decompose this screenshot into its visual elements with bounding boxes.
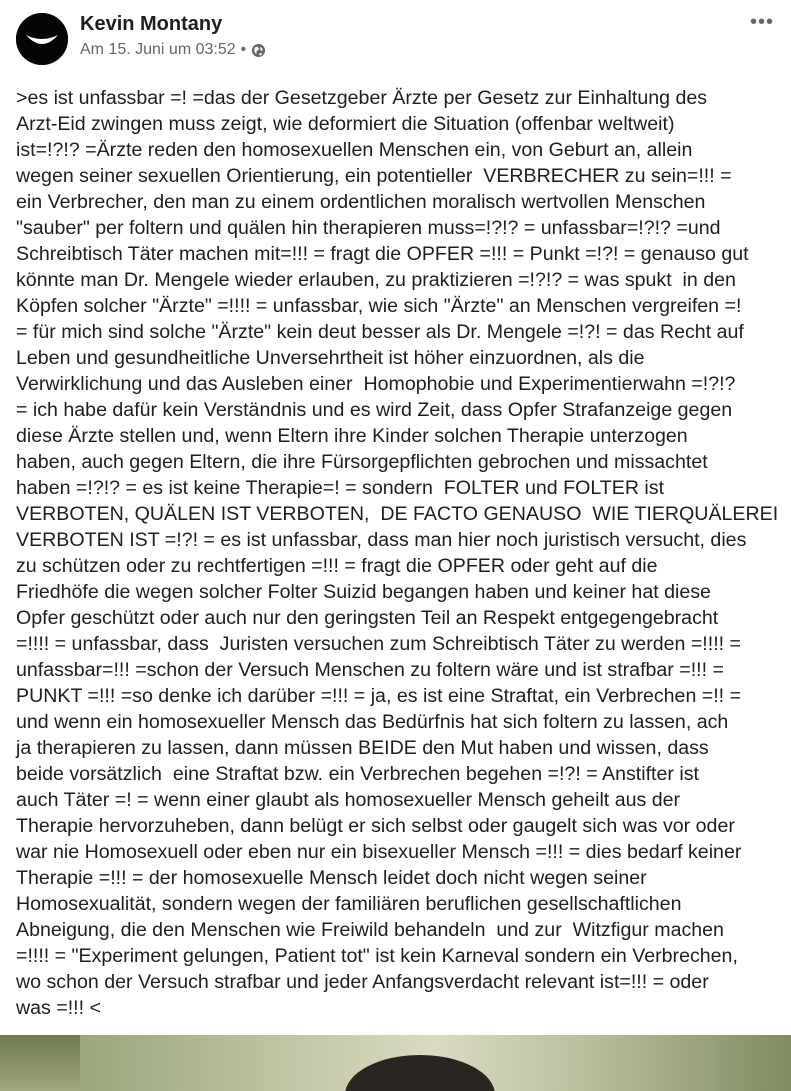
post-meta: [80, 40, 266, 60]
avatar[interactable]: [16, 13, 68, 65]
more-options-button[interactable]: •••: [749, 10, 774, 33]
author-name[interactable]: Kevin Montany: [80, 13, 223, 35]
post-image[interactable]: [0, 1035, 791, 1091]
meta-separator: •: [240, 41, 247, 58]
globe-icon[interactable]: [251, 43, 266, 58]
post-timestamp[interactable]: Am 15. Juni um 03:52: [80, 41, 236, 58]
image-person-head: [345, 1055, 495, 1091]
post-text: >es ist unfassbar =! =das der Gesetzgeber Ärzte per Gesetz zur Einhaltung des Arzt-Eid zwingen muss zeigt, wie deformiert die Situation (offenbar weltweit) ist=!?!? =Ärzte reden den homosexuellen Menschen ein, von Geburt an, allein wegen seiner sexuellen Orientierung, ein potentieller VERBRECHER zu sein=!!! = ein Verbrecher, den man zu einem ordentlichen moralisch wertvollen Menschen "sauber" per foltern und quälen hin therapieren muss=!?!? = unfassbar=!?!? =und Schreibtisch Täter machen mit=!!! = fragt die OPFER =!!! = Punkt =!?! = genauso gut könnte man Dr. Mengele wieder erlauben, zu praktizieren =!?!? = was spukt in den Köpfen solcher "Ärzte" =!!!! = unfassbar, wie sich "Ärzte" an Menschen vergreifen =! = für mich sind solche "Ärzte" kein deut besser als Dr. Mengele =!?! = das Recht auf Leben und gesundheitliche Unversehrtheit ist höher einzuordnen, als die Verwirklichung und das Ausleben einer Homophobie und Experimentierwahn =!?!? = ich habe dafür kein Verständnis und es wird Zeit, dass Opfer Strafanzeige gegen diese Ärzte stellen und, wenn Eltern ihre Kinder solchen Therapie unterzogen haben, auch gegen Eltern, die ihre Fürsorgepflichten gebrochen und missachtet haben =!?!? = es ist keine Therapie=! = sondern FOLTER und FOLTER ist VERBOTEN, QUÄLEN IST VERBOTEN, DE FACTO GENAUSO WIE TIERQUÄLEREI VERBOTEN IST =!?! = es ist unfassbar, dass man hier noch juristisch versucht, dies zu schützen oder zu rechtfertigen =!!! = fragt die OPFER oder geht auf die Friedhöfe die wegen solcher Folter Suizid begangen haben und keiner hat diese Opfer geschützt oder auch nur den geringsten Teil an Respekt entgegengebracht =!!!! = unfassbar, dass Juristen versuchen zum Schreibtisch Täter zu werden =!!!! = unfassbar=!!! =schon der Versuch Menschen zu foltern wäre und ist strafbar =!!! = PUNKT =!!! =so denke ich darüber =!!! = ja, es ist eine Straftat, ein Verbrechen =!! = und wenn ein homosexueller Mensch das Bedürfnis hat sich foltern zu lassen, ach ja therapieren zu lassen, dann müssen BEIDE den Mut haben und wissen, dass beide vorsätzlich eine Straftat bzw. ein Verbrechen begehen =!?! = Anstifter ist auch Täter =! = wenn einer glaubt als homosexueller Mensch geheilt aus der Therapie hervorzuheben, dann belügt er sich selbst oder gaugelt sich was vor oder war nie Homosexuell oder eben nur ein bisexueller Mensch =!!! = dies bedarf keiner Therapie =!!! = der homosexuelle Mensch leidet doch nicht wegen seiner Homosexualität, sondern wegen der familiären beruflichen gesellschaftlichen Abneigung, die den Menschen wie Freiwild behandeln und zur Witzfigur machen =!!!! = "Experiment gelungen, Patient tot" ist kein Karneval sondern ein Verbrechen, wo schon der Versuch strafbar und jeder Anfangsverdacht relevant ist=!!! = oder was =!!! <: [16, 87, 779, 1019]
image-background-foliage: [0, 1035, 80, 1091]
post-header: [0, 0, 791, 80]
avatar-logo-icon: [16, 13, 68, 65]
